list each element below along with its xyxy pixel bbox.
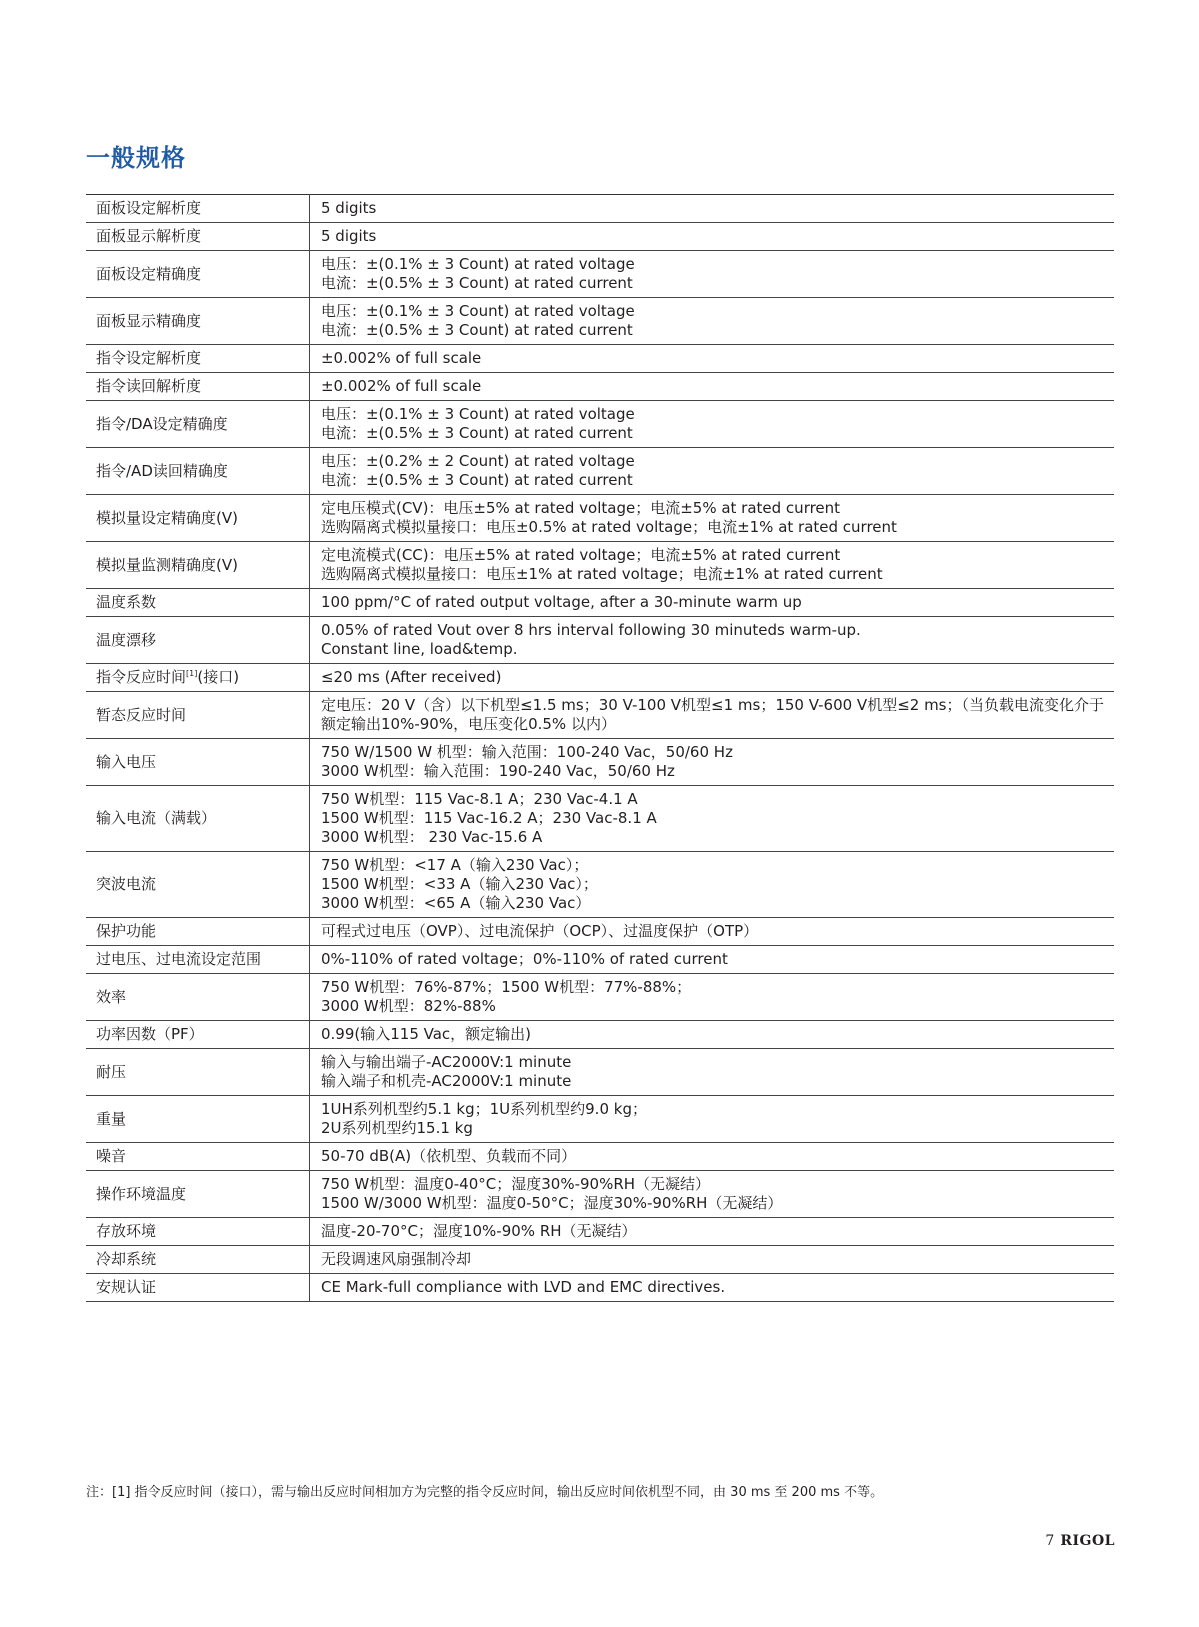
spec-label-text: 指令/DA设定精确度 [96, 414, 228, 433]
spec-row [86, 195, 1114, 223]
spec-value [309, 345, 1114, 373]
spec-value-line: 电压：±(0.1% ± 3 Count) at rated voltage [320, 302, 635, 320]
spec-value-line: 3000 W机型：输入范围：190-240 Vac，50/60 Hz [320, 762, 675, 780]
spec-label-text: 操作环境温度 [96, 1184, 187, 1203]
spec-row [86, 1274, 1114, 1302]
spec-label-text: 保护功能 [96, 922, 157, 940]
spec-row [86, 373, 1114, 401]
spec-table-body [86, 195, 1114, 1302]
spec-label-text: 突波电流 [96, 875, 157, 893]
spec-label [86, 1096, 309, 1143]
spec-value-line: 5 digits [320, 227, 377, 245]
spec-value [309, 918, 1114, 946]
spec-label [86, 251, 309, 298]
spec-value-line: ≤20 ms (After received) [320, 668, 502, 686]
spec-label [86, 1049, 309, 1096]
spec-label-text: 冷却系统 [96, 1250, 157, 1268]
spec-value [309, 195, 1114, 223]
spec-value [309, 298, 1114, 345]
spec-value-line: 5 digits [320, 199, 377, 217]
spec-label [86, 1021, 309, 1049]
spec-value-line: 电压：±(0.1% ± 3 Count) at rated voltage [320, 405, 635, 423]
spec-value-line: 温度-20-70°C；湿度10%-90% RH（无凝结） [320, 1222, 637, 1240]
spec-value [309, 251, 1114, 298]
spec-value-line: CE Mark-full compliance with LVD and EMC directives. [320, 1278, 726, 1296]
spec-row [86, 664, 1114, 692]
spec-value [309, 1274, 1114, 1302]
spec-value [309, 223, 1114, 251]
spec-value-line: 选购隔离式模拟量接口：电压±0.5% at rated voltage；电流±1% at rated current [320, 518, 897, 536]
spec-value-line: 电压：±(0.2% ± 2 Count) at rated voltage [320, 452, 635, 470]
spec-value [309, 1143, 1114, 1171]
spec-label [86, 664, 309, 692]
spec-row [86, 1218, 1114, 1246]
spec-label [86, 542, 309, 589]
spec-row [86, 495, 1114, 542]
spec-label [86, 1274, 309, 1302]
spec-label-suffix: (接口) [197, 668, 240, 686]
spec-value-line: 750 W机型：温度0-40°C；湿度30%-90%RH（无凝结） [320, 1175, 711, 1193]
spec-value [309, 946, 1114, 974]
spec-value-line: 0%-110% of rated voltage；0%-110% of rated current [320, 950, 728, 968]
spec-label-text: 耐压 [96, 1062, 127, 1081]
spec-value [309, 1096, 1114, 1143]
spec-label-text: 模拟量设定精确度(V) [96, 508, 238, 527]
spec-label [86, 692, 309, 739]
spec-value [309, 1246, 1114, 1274]
spec-value-line: 选购隔离式模拟量接口：电压±1% at rated voltage；电流±1% at rated current [320, 565, 883, 583]
spec-label [86, 1246, 309, 1274]
spec-row [86, 401, 1114, 448]
spec-row [86, 1096, 1114, 1143]
spec-value-line: 100 ppm/°C of rated output voltage, after a 30-minute warm up [320, 593, 802, 611]
spec-label-text: 输入电流（满载） [96, 809, 217, 827]
spec-value-line: 50-70 dB(A)（依机型、负载而不同） [320, 1147, 577, 1165]
page-footer [1045, 1533, 1115, 1549]
spec-label-text: 面板显示解析度 [96, 227, 202, 245]
spec-label [86, 1171, 309, 1218]
spec-value [309, 739, 1114, 786]
spec-label [86, 918, 309, 946]
spec-row [86, 786, 1114, 852]
spec-label-text: 温度漂移 [96, 630, 157, 649]
spec-label-text: 暂态反应时间 [96, 705, 187, 724]
spec-label-text: 温度系数 [96, 593, 157, 611]
spec-label-text: 效率 [96, 987, 127, 1006]
spec-label-text: 面板显示精确度 [96, 311, 202, 330]
spec-value-line: 0.99(输入115 Vac，额定输出) [320, 1025, 532, 1043]
spec-value-line: 额定输出10%-90%，电压变化0.5% 以内） [320, 715, 616, 733]
spec-row [86, 1021, 1114, 1049]
spec-label-text: 模拟量监测精确度(V) [96, 555, 238, 574]
spec-label-text: 噪音 [96, 1147, 127, 1165]
spec-value-line: 750 W/1500 W 机型：输入范围：100-240 Vac，50/60 Hz [320, 743, 733, 761]
spec-value-line: 电流：±(0.5% ± 3 Count) at rated current [320, 471, 633, 489]
brand-logo: RIGOL [1060, 1533, 1115, 1549]
spec-value-line: 1500 W/3000 W机型：温度0-50°C；湿度30%-90%RH（无凝结） [320, 1194, 783, 1212]
spec-value-line: 电流：±(0.5% ± 3 Count) at rated current [320, 424, 633, 442]
spec-row [86, 946, 1114, 974]
spec-value [309, 974, 1114, 1021]
spec-value [309, 1171, 1114, 1218]
spec-row [86, 1049, 1114, 1096]
spec-row [86, 1246, 1114, 1274]
spec-value-line: 输入与输出端子-AC2000V:1 minute [320, 1053, 572, 1071]
spec-label [86, 345, 309, 373]
spec-value-line: 750 W机型：<17 A（输入230 Vac）； [320, 856, 589, 874]
spec-label [86, 298, 309, 345]
spec-row [86, 542, 1114, 589]
spec-row [86, 692, 1114, 739]
spec-value [309, 448, 1114, 495]
spec-value [309, 664, 1114, 692]
spec-value [309, 495, 1114, 542]
spec-label [86, 223, 309, 251]
spec-row [86, 298, 1114, 345]
spec-value-line: ±0.002% of full scale [320, 377, 482, 395]
spec-label-text: 功率因数（PF） [96, 1025, 204, 1043]
spec-row [86, 617, 1114, 664]
spec-row [86, 852, 1114, 918]
spec-row [86, 223, 1114, 251]
spec-value [309, 1021, 1114, 1049]
spec-label-text: 输入电压 [96, 752, 157, 771]
spec-value-line: 3000 W机型： 230 Vac-15.6 A [320, 828, 543, 846]
spec-value [309, 373, 1114, 401]
spec-value-line: 定电压模式(CV)：电压±5% at rated voltage；电流±5% at rated current [320, 499, 841, 517]
spec-label [86, 1218, 309, 1246]
spec-label [86, 786, 309, 852]
spec-table [86, 194, 1114, 1302]
spec-label-text: 存放环境 [96, 1222, 157, 1240]
spec-label-text: 面板设定解析度 [96, 199, 202, 217]
spec-label [86, 495, 309, 542]
spec-label [86, 974, 309, 1021]
spec-label [86, 448, 309, 495]
spec-value-line: ±0.002% of full scale [320, 349, 482, 367]
spec-label-text: 指令设定解析度 [96, 349, 202, 367]
spec-value-line: 电流：±(0.5% ± 3 Count) at rated current [320, 274, 633, 292]
spec-value-line: 1500 W机型：<33 A（输入230 Vac）； [320, 875, 598, 893]
spec-label-text: 指令读回解析度 [96, 377, 202, 395]
spec-value-line: 2U系列机型约15.1 kg [320, 1119, 473, 1137]
spec-value-line: 输入端子和机壳-AC2000V:1 minute [320, 1072, 572, 1090]
spec-label [86, 401, 309, 448]
spec-value-line: 电流：±(0.5% ± 3 Count) at rated current [320, 321, 633, 339]
spec-value [309, 1218, 1114, 1246]
spec-label [86, 195, 309, 223]
spec-row [86, 739, 1114, 786]
spec-value-line: 定电压：20 V（含）以下机型≤1.5 ms；30 V-100 V机型≤1 ms；150 V-600 V机型≤2 ms；（当负载电流变化介于 [320, 696, 1104, 714]
spec-value [309, 786, 1114, 852]
spec-value [309, 852, 1114, 918]
spec-row [86, 974, 1114, 1021]
spec-label-text: 面板设定精确度 [96, 264, 202, 283]
spec-row [86, 251, 1114, 298]
spec-value-line: Constant line, load&temp. [320, 640, 518, 658]
spec-value-line: 1UH系列机型约5.1 kg；1U系列机型约9.0 kg； [320, 1100, 647, 1118]
spec-label [86, 852, 309, 918]
spec-label [86, 373, 309, 401]
spec-label [86, 946, 309, 974]
spec-value-line: 0.05% of rated Vout over 8 hrs interval following 30 minuteds warm-up. [320, 621, 861, 639]
page-number: 7 [1045, 1533, 1055, 1549]
spec-value [309, 542, 1114, 589]
spec-value-line: 无段调速风扇强制冷却 [320, 1250, 471, 1268]
spec-value-line: 可程式过电压（OVP）、过电流保护（OCP）、过温度保护（OTP） [320, 922, 759, 940]
spec-value-line: 750 W机型：76%-87%；1500 W机型：77%-88%； [320, 978, 692, 996]
spec-value [309, 692, 1114, 739]
spec-value-line: 3000 W机型：<65 A（输入230 Vac） [320, 894, 591, 912]
page-title: 一般规格 [86, 144, 186, 172]
spec-row [86, 1171, 1114, 1218]
spec-row [86, 1143, 1114, 1171]
spec-value [309, 617, 1114, 664]
spec-value [309, 589, 1114, 617]
spec-row [86, 589, 1114, 617]
spec-value [309, 401, 1114, 448]
spec-row [86, 918, 1114, 946]
spec-label-text: 安规认证 [96, 1278, 157, 1296]
spec-label-text: 过电压、过电流设定范围 [96, 950, 262, 968]
spec-label-text: 指令反应时间 [96, 668, 187, 686]
spec-label [86, 617, 309, 664]
spec-label [86, 739, 309, 786]
spec-value-line: 电压：±(0.1% ± 3 Count) at rated voltage [320, 255, 635, 273]
spec-value-line: 定电流模式(CC)：电压±5% at rated voltage；电流±5% at rated current [320, 546, 841, 564]
spec-label [86, 1143, 309, 1171]
footnote: 注：[1] 指令反应时间（接口），需与输出反应时间相加方为完整的指令反应时间，输出反应时间依机型不同，由 30 ms 至 200 ms 不等。 [86, 1485, 884, 1500]
spec-value-line: 3000 W机型：82%-88% [320, 997, 496, 1015]
spec-row [86, 448, 1114, 495]
spec-label-text: 重量 [96, 1109, 127, 1128]
spec-row [86, 345, 1114, 373]
spec-value-line: 1500 W机型：115 Vac-16.2 A；230 Vac-8.1 A [320, 809, 657, 827]
spec-label [86, 589, 309, 617]
spec-value-line: 750 W机型：115 Vac-8.1 A；230 Vac-4.1 A [320, 790, 638, 808]
spec-value [309, 1049, 1114, 1096]
footnote-ref: [1] [186, 669, 198, 678]
spec-label-text: 指令/AD读回精确度 [96, 461, 228, 480]
